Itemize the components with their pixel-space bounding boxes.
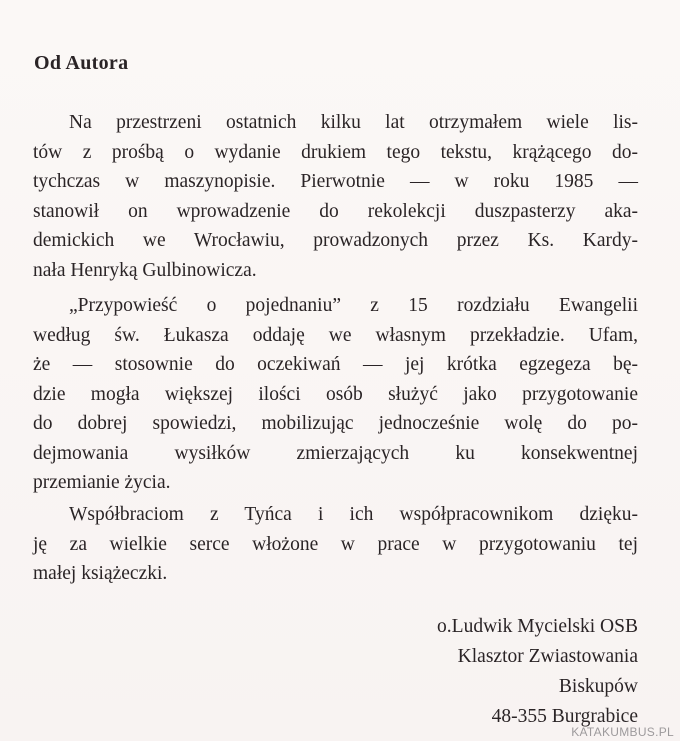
paragraph-line: ję za wielkie serce włożone w prace w przygotowaniu tej — [33, 533, 638, 555]
paragraph-line: tów z prośbą o wydanie drukiem tego tekstu, krążącego do- — [33, 141, 638, 163]
paragraph-3 — [33, 500, 638, 589]
paragraph-line: Na przestrzeni ostatnich kilku lat otrzymałem wiele lis- — [69, 112, 638, 133]
paragraph-line: według św. Łukasza oddaję we własnym przekładzie. Ufam, — [33, 324, 638, 346]
paragraph-line: tychczas w maszynopisie. Pierwotnie — w roku 1985 — — [33, 171, 638, 192]
paragraph-line: dejmowania wysiłków zmierzających ku konsekwentnej — [33, 442, 638, 464]
paragraph-line: nała Henryką Gulbinowicza. — [33, 259, 257, 281]
author-signature — [437, 612, 638, 732]
signature-postal-address: 48-355 Burgrabice — [491, 706, 638, 727]
paragraph-line: Współbraciom z Tyńca i ich współpracownikom dzięku- — [69, 504, 638, 525]
paragraph-line: małej książeczki. — [33, 563, 168, 584]
paragraph-2 — [33, 291, 638, 498]
paragraph-line: stanowił on wprowadzenie do rekolekcji duszpasterzy aka- — [33, 200, 638, 222]
paragraph-line: dzie mogła większej ilości osób służyć jako przygotowanie — [33, 383, 638, 405]
paragraph-line: demickich we Wrocławiu, prowadzonych przez Ks. Kardy- — [33, 230, 638, 251]
watermark: KATAKUMBUS.PL — [571, 725, 674, 739]
paragraph-line: że — stosownie do oczekiwań — jej krótka egzegeza bę- — [33, 354, 638, 375]
page-heading: Od Autora — [34, 52, 129, 74]
signature-place: Biskupów — [558, 676, 638, 697]
paragraph-line: przemianie życia. — [33, 472, 171, 493]
paragraph-line: do dobrej spowiedzi, mobilizując jednocześnie wolę do po- — [33, 413, 638, 434]
signature-monastery: Klasztor Zwiastowania — [457, 646, 638, 667]
signature-name: o.Ludwik Mycielski OSB — [437, 616, 638, 637]
paragraph-line: „Przypowieść o pojednaniu” z 15 rozdziału Ewangelii — [69, 295, 638, 316]
paragraph-1 — [33, 108, 638, 285]
